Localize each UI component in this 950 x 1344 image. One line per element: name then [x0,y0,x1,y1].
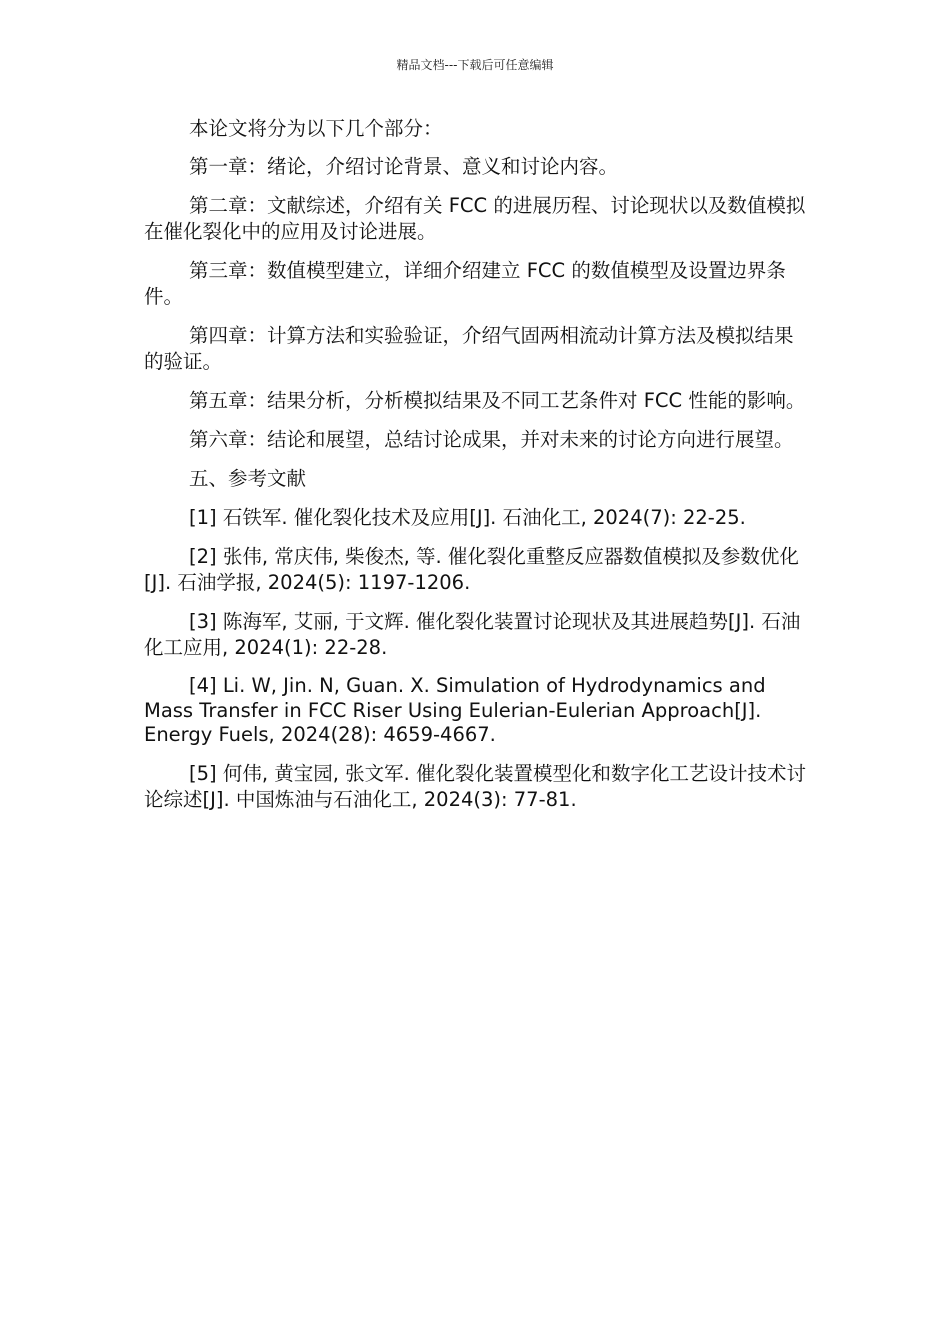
chapter-1-paragraph: 第一章：绪论，介绍讨论背景、意义和讨论内容。 [189,155,619,178]
intro-paragraph: 本论文将分为以下几个部分： [189,117,443,140]
chapter-6-paragraph: 第六章：结论和展望，总结讨论成果，并对未来的讨论方向进行展望。 [189,428,794,451]
reference-item-2: [2] 张伟, 常庆伟, 柴俊杰, 等. 催化裂化重整反应器数值模拟及参数优化[J]. 石油学报, 2024(5): 1197-1206. [144,545,799,594]
page-header: 精品文档---下载后可任意编辑 [396,58,554,72]
chapter-4-paragraph: 第四章：计算方法和实验验证，介绍气固两相流动计算方法及模拟结果的验证。 [144,324,794,373]
reference-item-4: [4] Li. W, Jin. N, Guan. X. Simulation of Hydrodynamics and Mass Transfer in FCC Riser Using Eulerian-Eulerian Approach[J]. Energy Fuels, 2024(28): 4659-4667. [144,674,766,746]
references-heading: 五、参考文献 [189,467,307,490]
reference-item-3: [3] 陈海军, 艾丽, 于文辉. 催化裂化装置讨论现状及其进展趋势[J]. 石油化工应用, 2024(1): 22-28. [144,610,801,659]
chapter-5-paragraph: 第五章：结果分析，分析模拟结果及不同工艺条件对 FCC 性能的影响。 [189,389,806,412]
reference-item-5: [5] 何伟, 黄宝园, 张文军. 催化裂化装置模型化和数字化工艺设计技术讨论综述[J]. 中国炼油与石油化工, 2024(3): 77-81. [144,761,807,811]
document-body [144,116,806,826]
chapter-2-paragraph: 第二章：文献综述，介绍有关 FCC 的进展历程、讨论现状以及数值模拟在催化裂化中的应用及讨论进展。 [144,194,806,243]
chapter-3-paragraph: 第三章：数值模型建立，详细介绍建立 FCC 的数值模型及设置边界条件。 [144,259,786,308]
reference-item-1: [1] 石铁军. 催化裂化技术及应用[J]. 石油化工, 2024(7): 22-25. [189,506,746,529]
